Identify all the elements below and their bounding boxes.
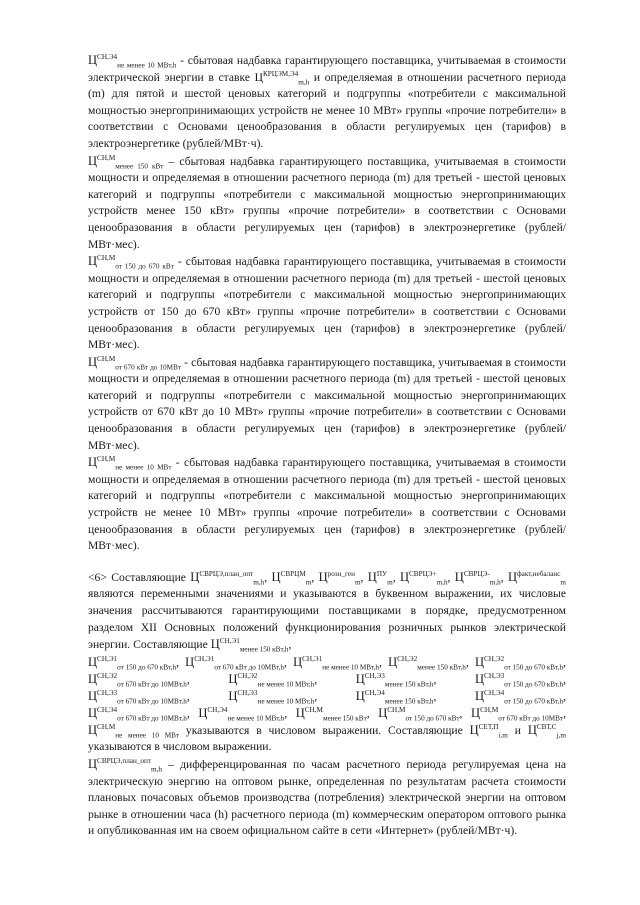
formula-subscript: от 150 до 670 кВт bbox=[405, 714, 460, 723]
definition-paragraph-1 bbox=[88, 52, 566, 153]
component-term: $Ц^{СН,М}_{от 150 до 670 кВт}$, bbox=[378, 705, 463, 723]
formula-subscript: m,h bbox=[489, 578, 501, 587]
note-text: указываются в числовом выражении. bbox=[88, 740, 272, 754]
formula-symbol: Ц bbox=[88, 654, 98, 669]
formula-symbol: Ц bbox=[355, 688, 365, 703]
note-6-continuation bbox=[88, 722, 566, 756]
component-term: $Ц^{СН,Э1}_{от 150 до 670 кВт,h}$, bbox=[88, 654, 179, 672]
formula-subscript: j,m bbox=[556, 731, 566, 740]
component-term: $Ц^{СН,Э3}_{от 150 до 670 кВт,h}$, bbox=[475, 671, 566, 689]
formula-symbol: Ц bbox=[190, 569, 200, 584]
formula-superscript: СН,Э4 bbox=[97, 53, 118, 62]
component-term: $Ц^{СН,Э1}_{от 670 кВт до 10МВт,h}$, bbox=[185, 654, 287, 672]
formula-subscript: менее 150 кВт bbox=[115, 161, 164, 170]
formula-symbol: Ц bbox=[88, 153, 98, 168]
formula-symbol: Ц bbox=[88, 722, 98, 737]
formula-symbol: Ц bbox=[88, 455, 98, 470]
definition-text: - сбытовая надбавка гарантирующего поставщика, учитываемая в стоимости мощности и определяемая в отношении расчетного периода (m) для третьей - шестой ценовых категорий и подгруппы «потребители с максимальной мощностью энергопринимающих устройств не менее 10 МВт» группы «прочие потребители» в соответствии с Основами ценообразования в области регулируемых цен (тарифов) в электроэнергетике (рублей/МВт·мес). bbox=[88, 456, 566, 553]
formula-subscript: m bbox=[305, 578, 312, 587]
paragraph-gap bbox=[88, 555, 566, 569]
formula-subscript: от 670 кВт до 10МВт,h bbox=[214, 663, 284, 672]
definition-paragraph-4 bbox=[88, 354, 566, 455]
formula-subscript: m bbox=[387, 578, 393, 587]
formula-superscript: СН,Э1 bbox=[219, 637, 240, 646]
definition-text: - сбытовая надбавка гарантирующего поставщика, учитываемая в стоимости мощности и определяемая в отношении расчетного периода (m) для третьей - шестой ценовых категорий и подгруппы «потребители с максимальной мощностью энергопринимающих устройств от 150 до 670 кВт» группы «прочие потребители» в соответствии с Основами ценообразования в области регулируемых цен (тарифов) в электроэнергетике (рублей/МВт·мес). bbox=[88, 255, 566, 352]
formula-symbol: Ц bbox=[88, 756, 98, 771]
formula-subscript: менее 150 кВт,h bbox=[417, 663, 466, 672]
formula-superscript: СН,Э3 bbox=[484, 671, 505, 680]
formula-symbol: Ц bbox=[185, 654, 195, 669]
component-term: $Ц^{СН,Э3}_{от 670 кВт до 10МВт,h}$, bbox=[88, 688, 190, 706]
formula-superscript: СН,Э2 bbox=[237, 671, 258, 680]
formula-symbol: Ц bbox=[474, 654, 484, 669]
definition-paragraph-5 bbox=[88, 454, 566, 555]
note-text: указываются в числовом выражении. Составляющие bbox=[179, 723, 470, 737]
formula-subscript: не менее 10 МВт,h bbox=[257, 680, 315, 689]
formula-subscript: не менее 10 МВт,h bbox=[322, 663, 379, 672]
formula-superscript: СН,М bbox=[304, 705, 323, 714]
component-term: $Ц^{СН,Э2}_{менее 150 кВт,h}$, bbox=[388, 654, 469, 672]
formula-symbol: Ц bbox=[88, 254, 98, 269]
formula-symbol: Ц bbox=[318, 569, 328, 584]
definition-paragraph-3 bbox=[88, 253, 566, 354]
formula-symbol: Ц bbox=[475, 671, 485, 686]
formula-superscript: СН,М bbox=[387, 705, 406, 714]
formula-superscript: СВРЦЭ,план_опт bbox=[97, 757, 151, 766]
formula-subscript: m,h bbox=[436, 578, 448, 587]
definition-text: и определяемая в отношении расчетного периода (m) для пятой и шестой ценовых категорий и подгруппы «потребители с максимальной мощностью энергопринимающих устройств не менее 10 МВт» группы «прочие потребители» в соответствии с Основами ценообразования в области регулируемых цен (тарифов) в электроэнергетике (рублей/МВт·ч). bbox=[88, 70, 567, 150]
formula-subscript: менее 150 кВт,h bbox=[384, 697, 434, 706]
formula-subscript: i,m bbox=[498, 731, 508, 740]
formula-superscript: ПУ bbox=[376, 569, 388, 578]
definition-paragraph-2 bbox=[88, 153, 566, 254]
formula-superscript: СЕТ,П bbox=[478, 722, 499, 731]
component-term: $Ц^{СН,Э3}_{менее 150 кВт,h}$, bbox=[355, 671, 437, 689]
formula-symbol: Ц bbox=[88, 354, 98, 369]
component-row-3 bbox=[88, 688, 566, 705]
formula-superscript: СН,М bbox=[97, 354, 116, 363]
formula-subscript: не менее 10 МВт,h bbox=[257, 697, 315, 706]
formula-symbol: Ц bbox=[198, 705, 208, 720]
formula-subscript: от 670 кВт до 10МВт,h bbox=[117, 697, 187, 706]
formula-superscript: СВРЦЭ,план_опт bbox=[199, 569, 254, 578]
note-text: и bbox=[507, 723, 528, 737]
formula-subscript: от 670 кВт до 10МВт,h bbox=[117, 680, 187, 689]
formula-symbol: Ц bbox=[471, 705, 481, 720]
formula-superscript: СВРЦМ bbox=[280, 569, 306, 578]
formula-superscript: СН,Э3 bbox=[97, 688, 118, 697]
formula-superscript: СН,Э4 bbox=[484, 688, 505, 697]
formula-symbol: Ц bbox=[88, 705, 98, 720]
formula-symbol: Ц bbox=[527, 722, 537, 737]
formula-symbol: Ц bbox=[367, 569, 377, 584]
formula-superscript: СН,Э1 bbox=[302, 654, 323, 663]
formula-subscript: m bbox=[560, 578, 567, 587]
formula-subscript: не менее 10 МВт bbox=[115, 731, 180, 740]
formula-superscript: СН,Э3 bbox=[364, 671, 385, 680]
formula-superscript: СН,М bbox=[97, 455, 116, 464]
component-term: $Ц^{СН,Э4}_{от 150 до 670 кВт,h}$, bbox=[475, 688, 566, 706]
formula-superscript: СН,М bbox=[97, 722, 116, 731]
formula-subscript: менее 150 кВт,h bbox=[239, 645, 289, 654]
formula-symbol: Ц bbox=[507, 569, 518, 584]
formula-superscript: факт,небаланс bbox=[517, 569, 561, 578]
definition-text: – сбытовая надбавка гарантирующего поставщика, учитываемая в стоимости мощности и определяемая в отношении расчетного периода (m) для третьей - шестой ценовых категорий и подгруппы «потребители с максимальной мощностью энергопринимающих устройств менее 150 кВт» группы «прочие потребители» в соответствии с Основами ценообразования в области регулируемых цен (тарифов) в электроэнергетике (рублей/МВт·мес). bbox=[88, 154, 566, 251]
formula-symbol: Ц bbox=[271, 569, 281, 584]
formula-subscript: m,h bbox=[298, 77, 310, 86]
component-term: $Ц^{СН,М}_{менее 150 кВт}$, bbox=[295, 705, 370, 723]
definition-paragraph-final bbox=[88, 756, 566, 840]
formula-subscript: m,h bbox=[253, 578, 265, 587]
formula-subscript: от 670 кВт до 10МВт bbox=[115, 363, 182, 371]
formula-symbol: Ц bbox=[88, 688, 98, 703]
formula-symbol: Ц bbox=[378, 705, 388, 720]
formula-symbol: Ц bbox=[399, 569, 409, 584]
document-page bbox=[88, 52, 566, 840]
formula-superscript: СН,Э2 bbox=[97, 671, 118, 680]
formula-symbol: Ц bbox=[228, 688, 238, 703]
definition-text: - сбытовая надбавка гарантирующего поставщика, учитываемая в стоимости электрической энергии в ставке Ц bbox=[88, 54, 566, 84]
formula-superscript: СН,Э3 bbox=[237, 688, 258, 697]
formula-subscript: не менее 10 МВт,h bbox=[227, 714, 285, 723]
formula-symbol: Ц bbox=[295, 705, 305, 720]
formula-superscript: СН,Э4 bbox=[207, 705, 228, 714]
component-term: $Ц^{СН,Э4}_{не менее 10 МВт,h}$, bbox=[198, 705, 288, 723]
formula-superscript: розн_ген bbox=[327, 569, 355, 578]
note-6-paragraph: <6> Составляющие $Ц^{СВРЦЭ,план\_опт}_{m,h}$, $Ц^{СВРЦМ}_m$, $Ц^{розн\_ген}_m$, $Ц^{ПУ}_m$, $Ц^{СВРЦЭ+}_{m,h}$, $Ц^{СВРЦЭ-}_{m,h}$, $Ц^{факт,небаланс}_m$ являются переменными значениями и указываются в буквенном выражении, их числовые значения рассчитываются гарантирующими поставщиками в порядке, предусмотренном разделом XII Основных положений функционирования розничных рынков электрической энергии. Составляющие $Ц^{СН,Э1}_{менее 150 кВт,h}$, bbox=[88, 569, 567, 654]
formula-superscript: СН,Э4 bbox=[364, 688, 385, 697]
formula-superscript: СН,М bbox=[97, 254, 116, 263]
component-term: $Ц^{СН,Э2}_{от 150 до 670 кВт,h}$, bbox=[474, 654, 566, 672]
component-term: $Ц^{СН,Э1}_{не менее 10 МВт,h}$, bbox=[293, 654, 382, 672]
formula-superscript: СН,М bbox=[97, 153, 116, 162]
formula-superscript: СН,Э4 bbox=[97, 705, 118, 714]
formula-superscript: СВРЦЭ- bbox=[463, 569, 490, 578]
component-row-2 bbox=[88, 671, 566, 688]
formula-superscript: СВРЦЭ+ bbox=[408, 569, 437, 578]
component-term: $Ц^{СН,Э2}_{не менее 10 МВт,h}$, bbox=[228, 671, 318, 689]
formula-symbol: Ц bbox=[475, 688, 485, 703]
formula-subscript: от 150 до 670 кВт bbox=[115, 262, 174, 271]
formula-subscript: не менее 10 МВт,h bbox=[117, 61, 177, 70]
formula-symbol: Ц bbox=[469, 722, 479, 737]
component-term: $Ц^{СН,Э2}_{от 670 кВт до 10МВт,h}$, bbox=[88, 671, 190, 689]
component-term: $Ц^{СН,Э4}_{менее 150 кВт,h}$, bbox=[355, 688, 437, 706]
formula-subscript: менее 150 кВт,h bbox=[384, 680, 434, 689]
formula-symbol: Ц bbox=[293, 654, 303, 669]
formula-superscript: СН,Э2 bbox=[397, 654, 418, 663]
note-lead: <6> Составляющие bbox=[88, 570, 191, 584]
component-row-4 bbox=[88, 705, 566, 722]
formula-subscript: не менее 10 МВт bbox=[115, 463, 172, 472]
formula-subscript: от 150 до 670 кВт,h bbox=[504, 697, 564, 706]
formula-symbol: Ц bbox=[355, 671, 365, 686]
formula-symbol: Ц bbox=[454, 569, 464, 584]
formula-symbol: Ц bbox=[88, 671, 98, 686]
formula-symbol: Ц bbox=[228, 671, 238, 686]
note-text: являются переменными значениями и указываются в буквенном выражении, их числовые значения рассчитываются гарантирующими поставщиками в порядке, предусмотренном разделом XII Основных положений функционирования розничных рынков электрической энергии. Составляющие bbox=[88, 587, 566, 652]
formula-subscript: от 670 кВт до 10МВт bbox=[498, 714, 564, 723]
component-row-1 bbox=[88, 654, 566, 671]
formula-subscript: менее 150 кВт bbox=[322, 714, 367, 723]
formula-superscript: СН,Э1 bbox=[97, 654, 118, 663]
definition-text: - сбытовая надбавка гарантирующего поставщика, учитываемая в стоимости мощности и определяемая в отношении расчетного периода (m) для третьей - шестой ценовых категорий и подгруппы «потребители с максимальной мощностью энергопринимающих устройств от 670 кВт до 10 МВт» группы «прочие потребители» в соответствии с Основами ценообразования в области регулируемых цен (тарифов) в электроэнергетике (рублей/МВт·мес). bbox=[88, 355, 566, 452]
formula-superscript: СВТ,С bbox=[536, 722, 557, 731]
formula-superscript: СН,М bbox=[480, 705, 499, 714]
formula-subscript: m,h bbox=[151, 765, 162, 774]
formula-subscript: m bbox=[354, 578, 361, 587]
formula-superscript: СН,Э2 bbox=[484, 654, 505, 663]
formula-superscript: СН,Э1 bbox=[194, 654, 215, 663]
formula-subscript: от 150 до 670 кВт,h bbox=[504, 663, 564, 672]
component-term: $Ц^{СН,М}_{от 670 кВт до 10МВт}$, bbox=[471, 705, 566, 723]
definition-text: – дифференцированная по часам расчетного периода регулируемая цена на электрическую энергию на оптовом рынке, определенная по результатам расчета стоимости плановых почасовых объемов производства (потребления) электрической энергии на оптовом рынке в отношении часа (h) расчетного периода (m) коммерческим оператором оптового рынка и опубликованная им на своем официальном сайте в сети «Интернет» (рублей/МВт·ч). bbox=[88, 757, 566, 838]
formula-superscript: КРЦЭМ,Э4 bbox=[263, 69, 299, 78]
formula-subscript: от 150 до 670 кВт,h bbox=[117, 663, 177, 672]
formula-symbol: Ц bbox=[210, 637, 220, 652]
formula-subscript: от 150 до 670 кВт,h bbox=[504, 680, 564, 689]
component-term: $Ц^{СН,Э4}_{от 670 кВт до 10МВт,h}$, bbox=[88, 705, 190, 723]
formula-subscript: от 670 кВт до 10МВт,h bbox=[117, 714, 187, 723]
component-term: $Ц^{СН,Э3}_{не менее 10 МВт,h}$, bbox=[228, 688, 318, 706]
formula-symbol: Ц bbox=[388, 654, 398, 669]
formula-symbol: Ц bbox=[88, 53, 98, 67]
